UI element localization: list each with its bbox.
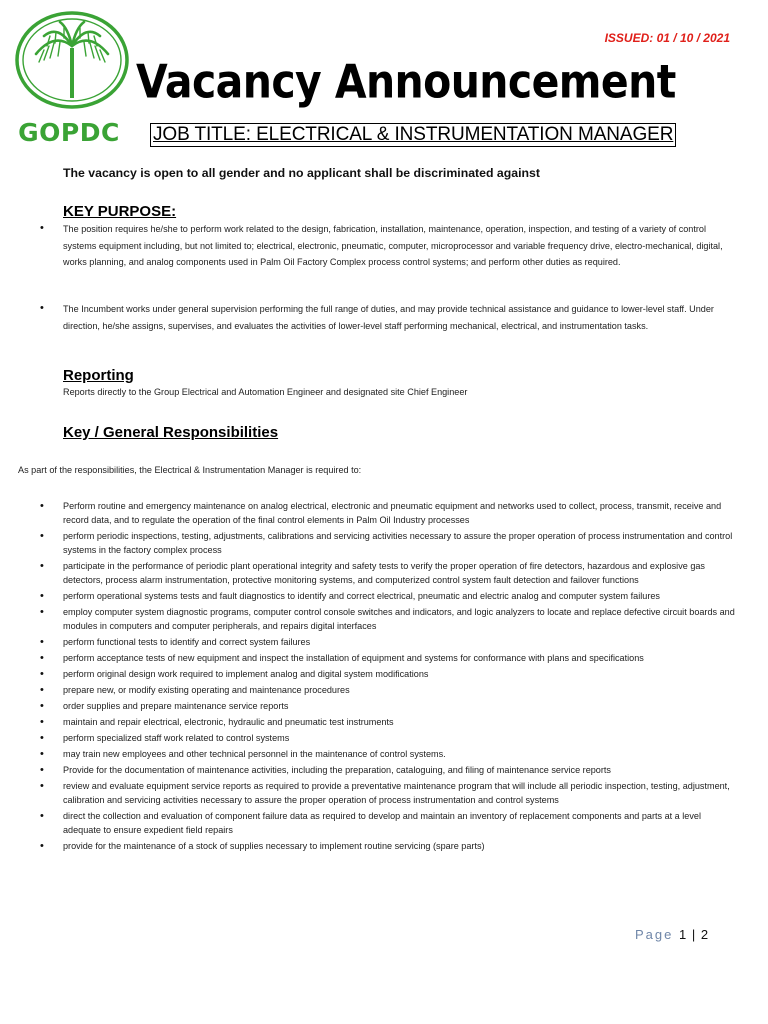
list-item: • perform acceptance tests of new equipment and inspect the installation of equipment and systems for conformance with plans and specifications <box>40 651 740 665</box>
list-item: • Provide for the documentation of maintenance activities, including the preparation, cataloguing, and filing of maintenance service reports <box>40 763 740 777</box>
list-item: • order supplies and prepare maintenance service reports <box>40 699 740 713</box>
job-title: JOB TITLE: ELECTRICAL & INSTRUMENTATION MANAGER <box>150 123 676 147</box>
list-item: • perform functional tests to identify and correct system failures <box>40 635 740 649</box>
list-item: • Perform routine and emergency maintenance on analog electrical, electronic and pneumatic equipment and networks used to collect, process, transmit, receive and record data, and to regulate the operation of the final control elements in Palm Oil Industry processes <box>40 499 740 527</box>
list-item: • maintain and repair electrical, electronic, hydraulic and pneumatic test instruments <box>40 715 740 729</box>
responsibilities-list <box>40 499 740 855</box>
bullet-icon: • <box>40 302 44 314</box>
list-item: • perform original design work required to implement analog and digital system modifications <box>40 667 740 681</box>
list-item: • may train new employees and other technical personnel in the maintenance of control systems. <box>40 747 740 761</box>
list-item: • perform periodic inspections, testing, adjustments, calibrations and servicing activities necessary to assure the proper operation of process instrumentation and control systems in the factory complex process <box>40 529 740 557</box>
page-number: Page 1 | 2 <box>635 927 709 942</box>
responsibilities-heading: Key / General Responsibilities <box>63 424 279 441</box>
list-item: • perform specialized staff work related to control systems <box>40 731 740 745</box>
list-item: • perform operational systems tests and fault diagnostics to identify and correct electrical, pneumatic and electric analog and computer system failures <box>40 589 740 603</box>
list-item: • provide for the maintenance of a stock of supplies necessary to implement routine servicing (spare parts) <box>40 839 740 853</box>
page-total: 2 <box>700 927 709 942</box>
page-label: Page <box>635 927 674 942</box>
list-item: • direct the collection and evaluation of component failure data as required to develop and maintain an inventory of replacement components and parts at a level adequate to ensure expedient field repairs <box>40 809 740 837</box>
reporting-heading: Reporting <box>63 367 134 384</box>
issued-date: ISSUED: 01 / 10 / 2021 <box>604 31 730 45</box>
palm-tree-logo-icon <box>14 10 130 110</box>
page-current: 1 <box>679 927 687 942</box>
list-item: • employ computer system diagnostic programs, computer control console switches and indicators, and logic analyzers to locate and replace defective circuit boards and modules in computers and computer peripherals, and repairs digital interfaces <box>40 605 740 633</box>
responsibilities-intro: As part of the responsibilities, the Electrical & Instrumentation Manager is required to: <box>18 465 362 475</box>
key-purpose-paragraph: The position requires he/she to perform work related to the design, fabrication, installation, maintenance, operation, inspection, and testing of a variety of control systems equipment including, but not limited to; electrical, electronic, pneumatic, computer, microprocessor and variable frequency drive, electro-mechanical, digital, works planning, and analog components used in Palm Oil Factory Complex process control systems; and perform other duties as required. <box>63 224 723 268</box>
page-title: Vacancy Announcement <box>136 54 676 109</box>
vacancy-note: The vacancy is open to all gender and no applicant shall be discriminated against <box>63 166 540 180</box>
list-item: • review and evaluate equipment service reports as required to provide a preventative maintenance program that will include all periodic inspection, testing, adjustment, calibration and servicing activities necessary to assure the proper operation of process instrumentation and control systems <box>40 779 740 807</box>
bullet-icon: • <box>40 222 44 234</box>
key-purpose-heading: KEY PURPOSE: <box>63 203 177 220</box>
key-purpose-paragraph: The Incumbent works under general supervision performing the full range of duties, and may provide technical assistance and guidance to lower-level staff. Under direction, he/she assigns, supervises, and evaluates the activities of lower-level staff performing mechanical, electrical, and instrumentation tasks. <box>63 304 714 331</box>
brand-name: GOPDC <box>18 118 120 147</box>
list-item: • participate in the performance of periodic plant operational integrity and safety tests to verify the proper operation of fire detectors, hazardous and explosive gas detectors, process alarm instrumentation, protective monitoring systems, and computerized control system fault detection and failover functions <box>40 559 740 587</box>
reporting-text: Reports directly to the Group Electrical and Automation Engineer and designated site Chief Engineer <box>63 387 468 397</box>
list-item: • prepare new, or modify existing operating and maintenance procedures <box>40 683 740 697</box>
